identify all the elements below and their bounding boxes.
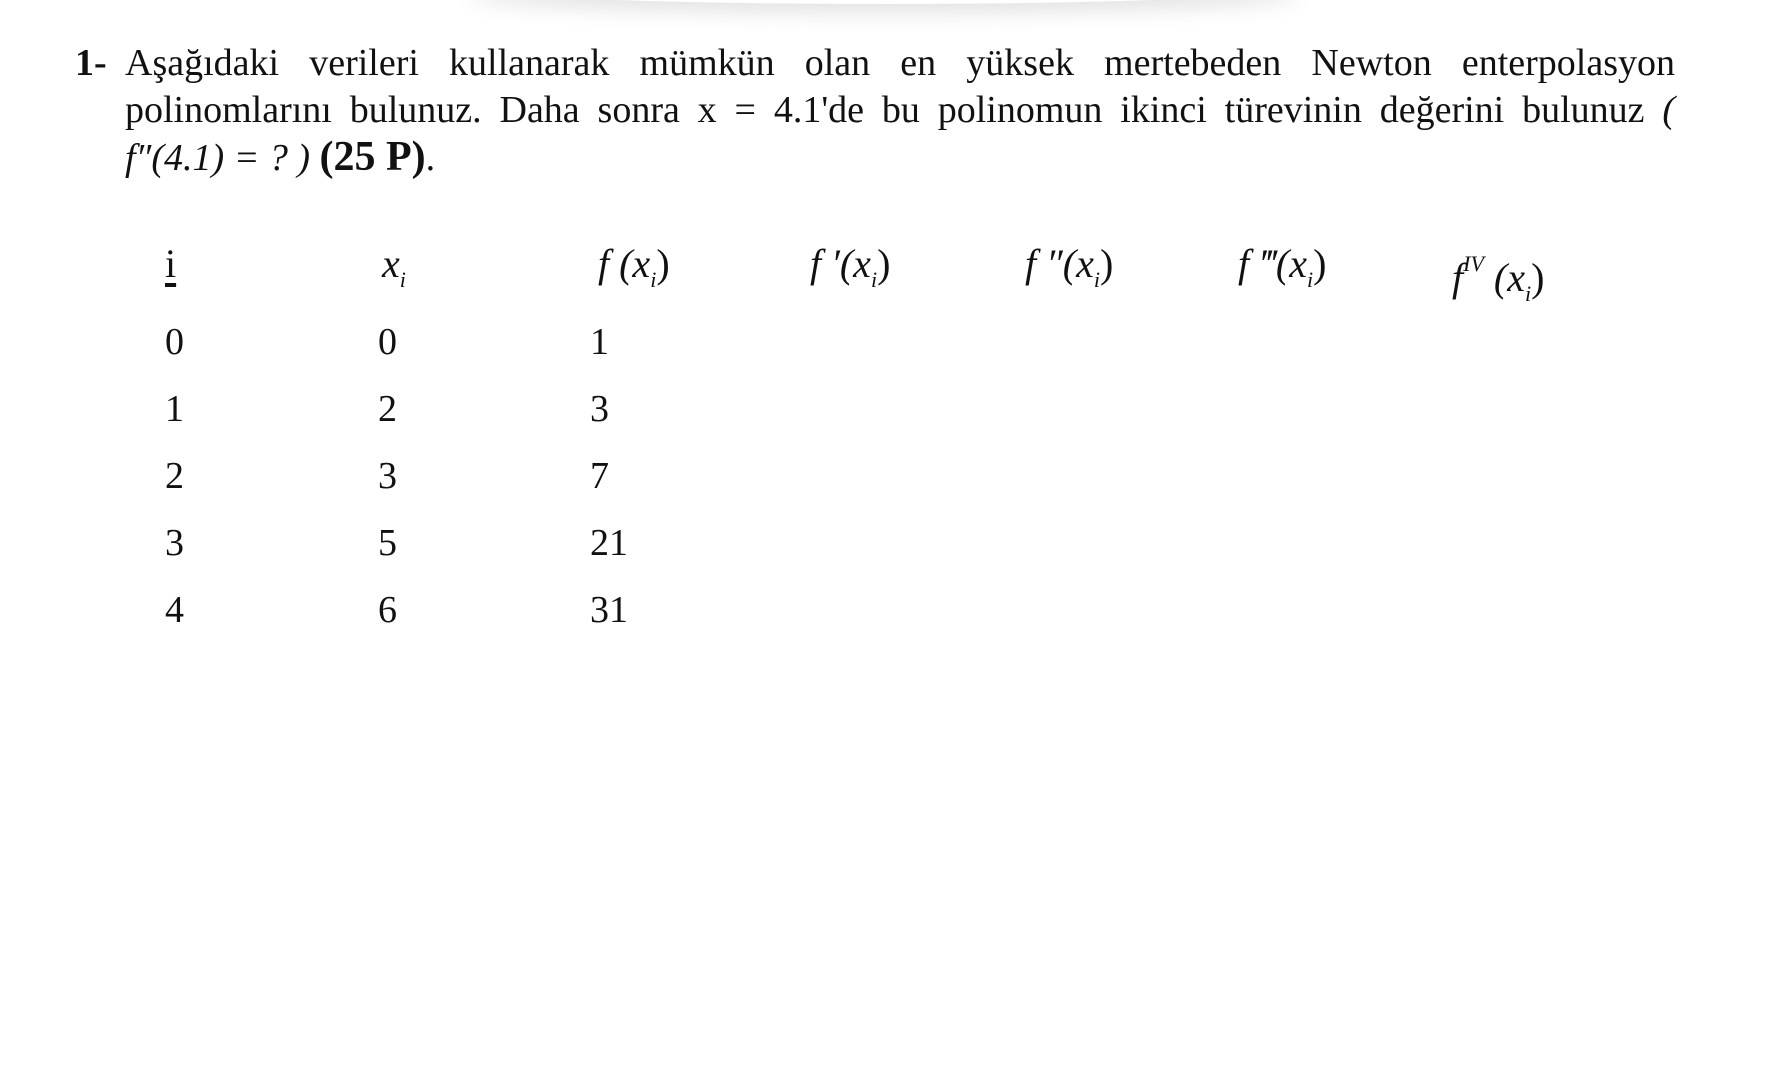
question-number: 1- xyxy=(75,42,107,84)
header-f: f $(x_i)$ xyxy=(598,241,670,292)
cell-f-4: 31 xyxy=(590,589,628,631)
cell-x-0: 0 xyxy=(378,321,397,363)
cell-i-4: 4 xyxy=(165,589,184,631)
header-f-fourth: $f^{IV}$ $(x_i)$ xyxy=(1452,251,1545,306)
question-end: . xyxy=(425,137,436,179)
cell-i-1: 1 xyxy=(165,388,184,430)
question-body: Aşağıdaki verileri kullanarak mümkün olan en yüksek mertebeden Newton enterpolasyon polinomlarını bulunuz. Daha sonra x = 4.1'de bu polinomun ikinci türevinin değerini bulunuz xyxy=(125,42,1675,131)
cell-x-2: 3 xyxy=(378,455,397,497)
cell-f-1: 3 xyxy=(590,388,609,430)
question-text xyxy=(125,40,1675,182)
header-f-prime: f $'(x_i)$ xyxy=(810,241,891,292)
question-formula: ( f″(4.1) = ? ) xyxy=(125,89,1675,179)
header-i: i xyxy=(165,241,177,286)
cell-f-3: 21 xyxy=(590,522,628,564)
header-f-double-prime: f $''(x_i)$ xyxy=(1025,241,1114,292)
header-x: $x_i$ xyxy=(382,241,406,292)
cell-x-3: 5 xyxy=(378,522,397,564)
page-top-shadow xyxy=(470,0,1300,4)
cell-x-4: 6 xyxy=(378,589,397,631)
cell-f-2: 7 xyxy=(590,455,609,497)
cell-i-0: 0 xyxy=(165,321,184,363)
cell-f-0: 1 xyxy=(590,321,609,363)
question-block xyxy=(75,40,1675,182)
header-f-triple-prime: f $‴(x_i)$ xyxy=(1238,241,1327,292)
cell-i-2: 2 xyxy=(165,455,184,497)
question-points: (25 P) xyxy=(319,134,426,180)
cell-x-1: 2 xyxy=(378,388,397,430)
cell-i-3: 3 xyxy=(165,522,184,564)
